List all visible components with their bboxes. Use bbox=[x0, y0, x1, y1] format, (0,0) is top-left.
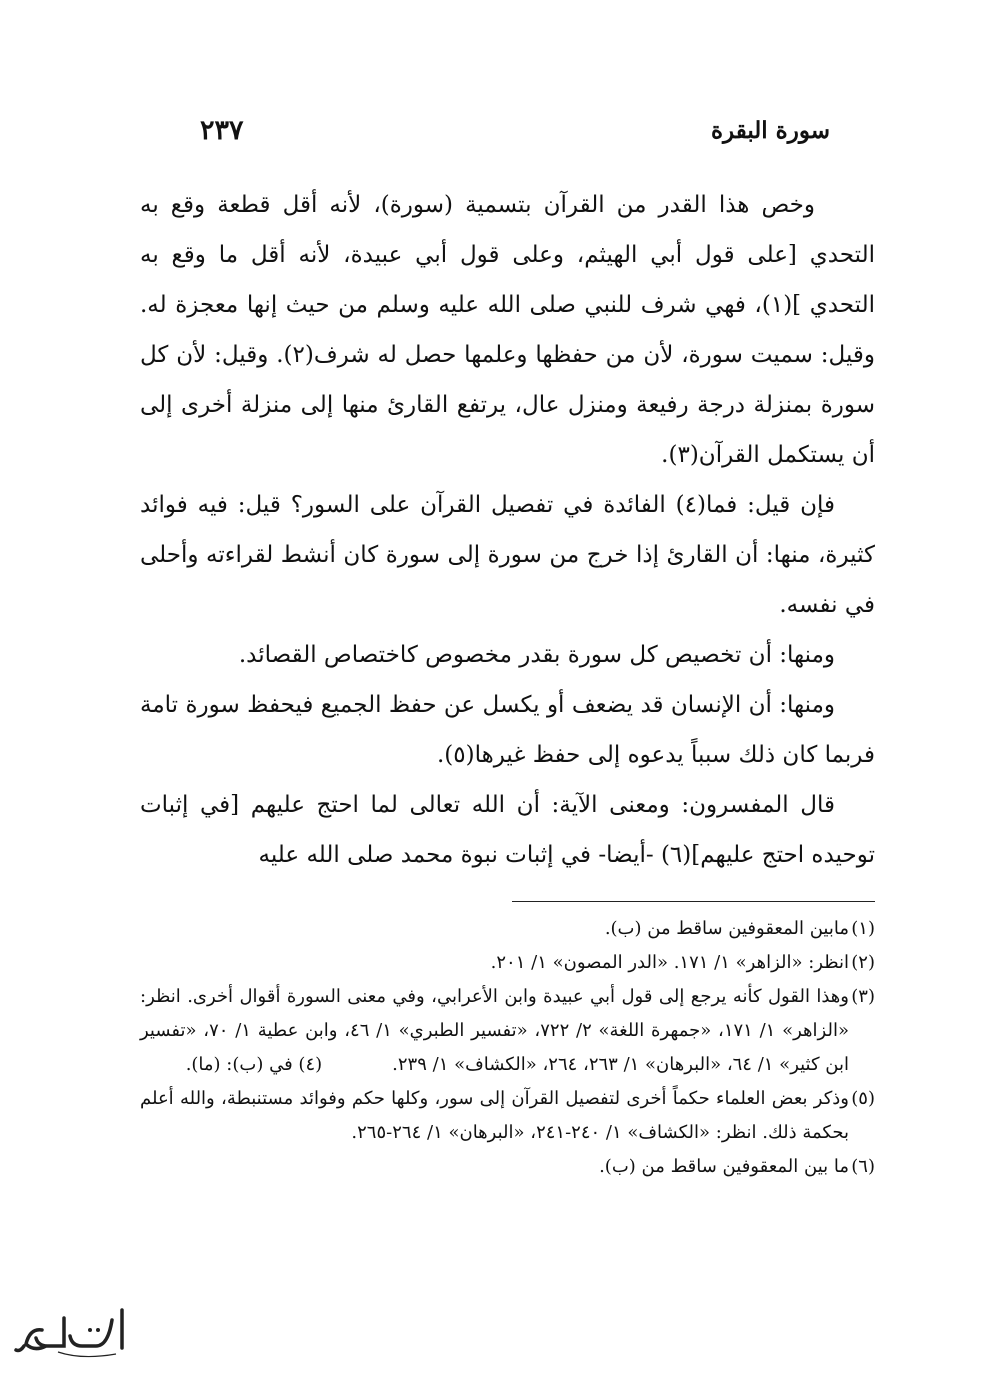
footnote-text: مابين المعقوفين ساقط من (ب). bbox=[604, 918, 849, 939]
page-header bbox=[200, 110, 830, 150]
footnote-number: (٦) bbox=[851, 1156, 875, 1177]
footnote-number: (٢) bbox=[851, 952, 875, 973]
footnote-number: (٣) bbox=[851, 986, 875, 1007]
paragraph-5: قال المفسرون: ومعنى الآية: أن الله تعالى لما احتج عليهم [في إثبات توحيده احتج عليهم](٦) -أيضا- في إثبات نبوة محمد صلى الله عليه bbox=[140, 792, 875, 868]
footnote-number: (٥) bbox=[851, 1088, 875, 1109]
paragraph-3: ومنها: أن تخصيص كل سورة بقدر مخصوص كاختصاص القصائد. bbox=[238, 642, 835, 668]
footnote-number: (٤) bbox=[298, 1054, 323, 1075]
paragraph-1: وخص هذا القدر من القرآن بتسمية (سورة)، لأنه أقل قطعة وقع به التحدي [على قول أبي الهيثم، وعلى قول أبي عبيدة، لأنه أقل ما وقع به التحدي ](١)، فهي شرف للنبي صلى الله عليه وسلم من حيث إنها معجزة له. وقيل: سميت سورة، لأن من حفظها وعلمها حصل له شرف(٢). وقيل: لأن كل سورة بمنزلة درجة رفيعة ومنزل عال، يرتفع القارئ منها إلى منزلة أخرى إلى أن يستكمل القرآن(٣). bbox=[140, 192, 875, 468]
footnote-text: وذكر بعض العلماء حكماً أخرى لتفصيل القرآن إلى سور، وكلها حكم وفوائد مستنبطة، والله أعلم بحكمة ذلك. انظر: «الكشاف» ١/ ٢٤٠-٢٤١، «البرهان» ١/ ٢٦٤-٢٦٥. bbox=[140, 1088, 849, 1143]
main-text bbox=[140, 180, 875, 880]
paragraph-4: ومنها: أن الإنسان قد يضعف أو يكسل عن حفظ الجميع فيحفظ سورة تامة فربما كان ذلك سبباً يدعوه إلى حفظ غيرها(٥). bbox=[140, 692, 875, 768]
footnote-3 bbox=[140, 980, 875, 1082]
footnote-1 bbox=[140, 912, 875, 946]
footnote-6 bbox=[140, 1150, 875, 1184]
footnotes bbox=[140, 912, 875, 1184]
paragraph-2: فإن قيل: فما(٤) الفائدة في تفصيل القرآن على السور؟ قيل: فيه فوائد كثيرة، منها: أن القارئ إذا خرج من سورة إلى سورة كان أنشط لقراءته وأحلى في نفسه. bbox=[140, 492, 875, 618]
footnote-2 bbox=[140, 946, 875, 980]
footnote-number: (١) bbox=[851, 918, 875, 939]
footnote-text: انظر: «الزاهر» ١/ ١٧١. «الدر المصون» ١/ ٢٠١. bbox=[490, 952, 849, 973]
footnote-5 bbox=[140, 1082, 875, 1150]
calligraphy-logo bbox=[12, 1300, 132, 1370]
footnote-separator bbox=[512, 901, 875, 902]
footnote-text: في (ب): (ما). bbox=[185, 1054, 293, 1075]
page-number: ٢٣٧ bbox=[200, 114, 244, 146]
footnote-text: ما بين المعقوفين ساقط من (ب). bbox=[599, 1156, 849, 1177]
footnote-text: وهذا القول كأنه يرجع إلى قول أبي عبيدة وابن الأعرابي، وفي معنى السورة أقوال أخرى. انظر: «الزاهر» ١/ ١٧١، «جمهرة اللغة» ٢/ ٧٢٢، «تفسير الطبري» ١/ ٤٦، وابن عطية ١/ ٧٠، «تفسير ابن كثير» ١/ ٦٤، «البرهان» ١/ ٢٦٣، ٢٦٤، «الكشاف» ١/ ٢٣٩. bbox=[140, 986, 849, 1075]
surah-title: سورة البقرة bbox=[710, 116, 830, 144]
